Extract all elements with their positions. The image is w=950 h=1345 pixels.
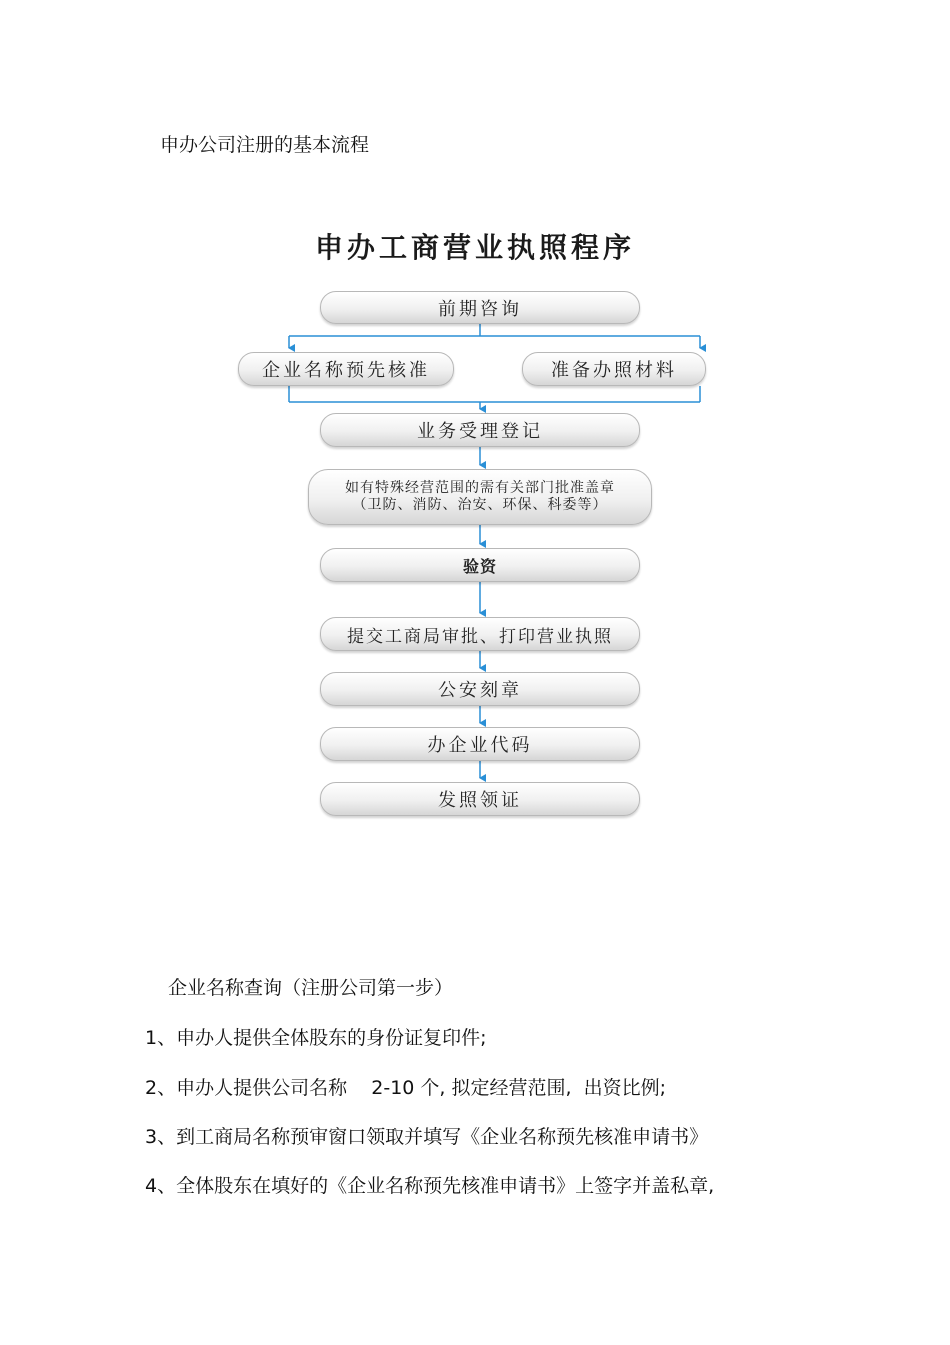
- step-consult: 前期咨询: [320, 291, 640, 324]
- section-subtitle: 企业名称查询（注册公司第一步）: [168, 977, 454, 999]
- step-register: 业务受理登记: [320, 413, 640, 447]
- flowchart-title: 申办工商营业执照程序: [314, 231, 635, 264]
- list-item: 4、全体股东在填好的《企业名称预先核准申请书》上签字并盖私章,: [145, 1175, 715, 1197]
- list-item: 1、申办人提供全体股东的身份证复印件;: [145, 1027, 487, 1049]
- step-name-check: 企业名称预先核准: [238, 352, 454, 386]
- step-special-line-2: （卫防、消防、治安、环保、科委等）: [352, 497, 608, 513]
- list-item: 3、到工商局名称预审窗口领取并填写《企业名称预先核准申请书》: [145, 1126, 709, 1148]
- step-issue-license: 发照领证: [320, 782, 640, 816]
- step-seal: 公安刻章: [320, 672, 640, 706]
- step-prepare-materials: 准备办照材料: [522, 352, 706, 386]
- step-special-line-1: 如有特殊经营范围的需有关部门批准盖章: [345, 480, 615, 496]
- step-org-code: 办企业代码: [320, 727, 640, 761]
- step-special-approval: [308, 469, 652, 525]
- page-heading: 申办公司注册的基本流程: [160, 134, 370, 156]
- step-verify-capital: 验资: [320, 548, 640, 582]
- step-submit: 提交工商局审批、打印营业执照: [320, 617, 640, 651]
- list-item: 2、申办人提供公司名称 2-10 个, 拟定经营范围, 出资比例;: [145, 1077, 667, 1099]
